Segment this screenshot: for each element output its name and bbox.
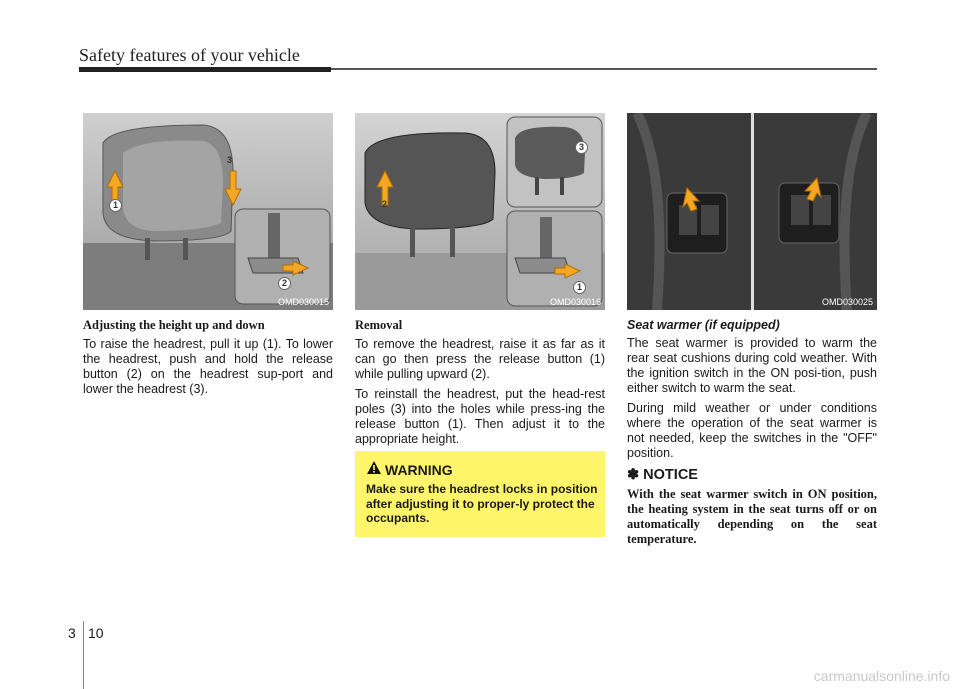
warning-icon — [366, 460, 382, 475]
callout-3: 3 — [226, 155, 232, 165]
figure-code: OMD030016 — [549, 297, 601, 307]
column-1 — [83, 318, 333, 402]
notice-title: ✽ NOTICE — [627, 467, 698, 483]
page-header-title: Safety features of your vehicle — [79, 45, 300, 65]
warning-title: WARNING — [385, 462, 453, 478]
notice-text: With the seat warmer switch in ON position, the heating system in the seat turns off or on automatically depending on the seat temperature. — [627, 487, 877, 546]
headrest-removal-illustration — [355, 113, 605, 310]
figure-seat-warmer — [627, 113, 877, 310]
figure-code: OMD030015 — [277, 297, 329, 307]
paragraph-adjust: To raise the headrest, pull it up (1). To lower the headrest, push and hold the release button (2) on the headrest sup-port and lower the headrest (3). — [83, 337, 333, 396]
section-heading-seat-warmer: Seat warmer (if equipped) — [627, 318, 780, 332]
warning-text: Make sure the headrest locks in position after adjusting it to proper-ly protect the occupants. — [366, 482, 598, 525]
section-heading-adjust: Adjusting the height up and down — [83, 318, 265, 332]
page-number: 10 — [88, 625, 104, 641]
figure-headrest-removal — [355, 113, 605, 310]
chapter-number: 3 — [68, 625, 76, 641]
figure-code: OMD030025 — [821, 297, 873, 307]
callout-1: 1 — [109, 199, 122, 212]
paragraph-reinstall: To reinstall the headrest, put the head-rest poles (3) into the holes while press-ing the release button (1). Then adjust it to the appropriate height. — [355, 387, 605, 446]
paragraph-seat-warmer: The seat warmer is provided to warm the rear seat cushions during cold weather. With the ignition switch in the ON posi-tion, push either switch to warm the seat. — [627, 336, 877, 395]
callout-1: 1 — [573, 281, 586, 294]
watermark: carmanualsonline.info — [813, 668, 950, 684]
column-2 — [355, 318, 605, 452]
header-rule-accent — [79, 67, 331, 72]
paragraph-mild-weather: During mild weather or under conditions where the operation of the seat warmer is not needed, keep the switches in the "OFF" position. — [627, 401, 877, 460]
callout-2: 2 — [278, 277, 291, 290]
paragraph-removal: To remove the headrest, raise it as far as it can go then press the release button (1) while pulling upward (2). — [355, 337, 605, 381]
headrest-height-illustration — [83, 113, 333, 310]
seat-warmer-illustration — [627, 113, 877, 310]
column-3 — [627, 318, 877, 547]
footer-rule — [83, 621, 84, 689]
warning-box — [355, 451, 605, 537]
callout-3: 3 — [575, 141, 588, 154]
figure-headrest-height — [83, 113, 333, 310]
section-heading-removal: Removal — [355, 318, 403, 332]
callout-2: 2 — [381, 199, 387, 209]
